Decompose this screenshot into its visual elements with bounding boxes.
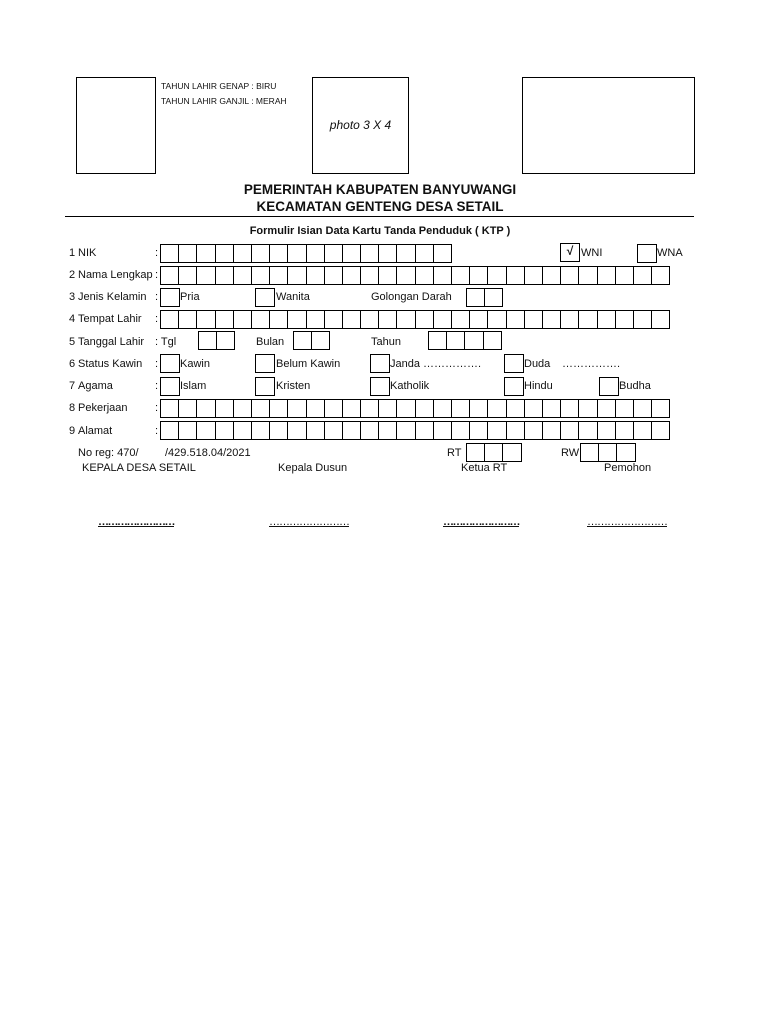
janda-checkbox[interactable]: [370, 354, 390, 373]
kawin-checkbox[interactable]: [160, 354, 180, 373]
photo-box-right: [522, 77, 695, 174]
input-cell[interactable]: [651, 421, 670, 440]
input-cell[interactable]: [178, 421, 197, 440]
kristen-checkbox[interactable]: [255, 377, 275, 396]
duda-checkbox[interactable]: [504, 354, 524, 373]
input-cell[interactable]: [396, 421, 415, 440]
janda-label: Janda …………….: [390, 358, 482, 370]
birth-year-even-note: TAHUN LAHIR GENAP : BIRU: [161, 81, 277, 91]
header-divider: [65, 216, 694, 217]
input-cell[interactable]: [466, 443, 485, 462]
input-cell[interactable]: [306, 399, 325, 418]
input-cell[interactable]: [506, 266, 525, 285]
input-cell[interactable]: [633, 399, 652, 418]
colon: :: [155, 402, 159, 414]
colon: :: [155, 358, 159, 370]
input-cell[interactable]: [578, 399, 597, 418]
rt-label: RT: [447, 447, 462, 459]
input-cell[interactable]: [615, 399, 634, 418]
signature-line-4: ……………………: [587, 516, 667, 528]
input-cell[interactable]: [269, 421, 288, 440]
input-cell[interactable]: [433, 399, 452, 418]
input-cell[interactable]: [633, 310, 652, 329]
input-cell[interactable]: [196, 266, 215, 285]
input-cell[interactable]: [487, 266, 506, 285]
input-cell[interactable]: [578, 266, 597, 285]
pria-label: Pria: [180, 291, 200, 303]
birth-year-odd-note: TAHUN LAHIR GANJIL : MERAH: [161, 96, 287, 106]
input-cell[interactable]: [524, 310, 543, 329]
input-cell[interactable]: [342, 266, 361, 285]
field-label-nik: NIK: [78, 247, 97, 259]
input-cell[interactable]: [198, 331, 217, 350]
input-cell[interactable]: [378, 399, 397, 418]
input-cell[interactable]: [433, 421, 452, 440]
input-cell[interactable]: [506, 310, 525, 329]
input-cell[interactable]: [633, 266, 652, 285]
hindu-label: Hindu: [524, 380, 553, 392]
input-cell[interactable]: [415, 310, 434, 329]
input-cell[interactable]: [287, 310, 306, 329]
input-cell[interactable]: [484, 288, 503, 307]
field-label-tanggal-lahir: Tanggal Lahir: [78, 336, 145, 348]
tahun-cells[interactable]: [428, 331, 502, 350]
katholik-label: Katholik: [390, 380, 430, 392]
input-cell[interactable]: [598, 443, 617, 462]
input-cell[interactable]: [196, 310, 215, 329]
input-cell[interactable]: [215, 421, 234, 440]
input-cell[interactable]: [324, 421, 343, 440]
input-cell[interactable]: [324, 244, 343, 263]
hindu-checkbox[interactable]: [504, 377, 524, 396]
input-cell[interactable]: [433, 310, 452, 329]
input-cell[interactable]: [251, 421, 270, 440]
input-cell[interactable]: [524, 399, 543, 418]
duda-label: Duda: [524, 358, 551, 370]
input-cell[interactable]: [287, 399, 306, 418]
colon: :: [155, 247, 159, 259]
input-cell[interactable]: [160, 244, 179, 263]
input-cell[interactable]: [483, 331, 502, 350]
input-cell[interactable]: [251, 244, 270, 263]
input-cell[interactable]: [215, 244, 234, 263]
input-cell[interactable]: [487, 310, 506, 329]
bulan-cells[interactable]: [293, 331, 330, 350]
input-cell[interactable]: [378, 244, 397, 263]
input-cell[interactable]: [324, 310, 343, 329]
input-cell[interactable]: [251, 310, 270, 329]
input-cell[interactable]: [502, 443, 521, 462]
rt-cells[interactable]: [466, 443, 522, 462]
input-cell[interactable]: [233, 266, 252, 285]
input-cell[interactable]: [324, 399, 343, 418]
input-cell[interactable]: [451, 310, 470, 329]
input-cell[interactable]: [160, 310, 179, 329]
tgl-label: : Tgl: [155, 336, 177, 348]
input-cell[interactable]: [233, 399, 252, 418]
input-cell[interactable]: [542, 310, 561, 329]
input-cell[interactable]: [360, 310, 379, 329]
input-cell[interactable]: [360, 421, 379, 440]
input-cell[interactable]: [560, 266, 579, 285]
input-cell[interactable]: [560, 421, 579, 440]
tgl-cells[interactable]: [198, 331, 235, 350]
colon: :: [155, 291, 159, 303]
signature-ketua-rt: Ketua RT: [461, 462, 508, 474]
input-cell[interactable]: [597, 310, 616, 329]
input-cell[interactable]: [524, 421, 543, 440]
input-cell[interactable]: [378, 421, 397, 440]
input-cell[interactable]: [269, 310, 288, 329]
input-cell[interactable]: [633, 421, 652, 440]
alamat-cells[interactable]: [160, 421, 670, 440]
input-cell[interactable]: [651, 310, 670, 329]
signature-line-2: ……………………: [269, 516, 349, 528]
photo-label: photo 3 X 4: [329, 118, 392, 132]
input-cell[interactable]: [415, 244, 434, 263]
input-cell[interactable]: [324, 266, 343, 285]
input-cell[interactable]: [469, 266, 488, 285]
input-cell[interactable]: [196, 399, 215, 418]
input-cell[interactable]: [233, 421, 252, 440]
islam-label: Islam: [180, 380, 207, 392]
input-cell[interactable]: [464, 331, 483, 350]
input-cell[interactable]: [306, 310, 325, 329]
input-cell[interactable]: [160, 421, 179, 440]
input-cell[interactable]: [215, 310, 234, 329]
input-cell[interactable]: [269, 266, 288, 285]
input-cell[interactable]: [469, 310, 488, 329]
input-cell[interactable]: [487, 399, 506, 418]
input-cell[interactable]: [506, 399, 525, 418]
input-cell[interactable]: [446, 331, 465, 350]
input-cell[interactable]: [306, 266, 325, 285]
input-cell[interactable]: [487, 421, 506, 440]
input-cell[interactable]: [251, 266, 270, 285]
input-cell[interactable]: [378, 310, 397, 329]
nik-input-cells[interactable]: [160, 244, 452, 263]
input-cell[interactable]: [542, 399, 561, 418]
input-cell[interactable]: [415, 399, 434, 418]
page-title: PEMERINTAH KABUPATEN BANYUWANGI: [243, 182, 517, 197]
input-cell[interactable]: [484, 443, 503, 462]
field-label-tempat-lahir: Tempat Lahir: [78, 313, 142, 325]
input-cell[interactable]: [616, 443, 635, 462]
input-cell[interactable]: [469, 399, 488, 418]
input-cell[interactable]: [615, 266, 634, 285]
islam-checkbox[interactable]: [160, 377, 180, 396]
rw-cells[interactable]: [580, 443, 636, 462]
input-cell[interactable]: [415, 266, 434, 285]
field-num-1: 1: [69, 247, 76, 259]
katholik-checkbox[interactable]: [370, 377, 390, 396]
input-cell[interactable]: [396, 244, 415, 263]
kawin-label: Kawin: [180, 358, 210, 370]
input-cell[interactable]: [597, 399, 616, 418]
colon: :: [155, 269, 159, 281]
colon: :: [155, 313, 159, 325]
field-label-agama: Agama: [78, 380, 113, 392]
input-cell[interactable]: [451, 399, 470, 418]
input-cell[interactable]: [306, 421, 325, 440]
input-cell[interactable]: [160, 399, 179, 418]
input-cell[interactable]: [342, 310, 361, 329]
input-cell[interactable]: [293, 331, 312, 350]
signature-line-1: ……………………: [98, 516, 174, 528]
wni-checkbox[interactable]: √: [560, 243, 580, 262]
input-cell[interactable]: [433, 266, 452, 285]
wni-label: WNI: [581, 247, 603, 259]
noreg-label: No reg: 470/: [78, 447, 139, 459]
pria-checkbox[interactable]: [160, 288, 180, 307]
input-cell[interactable]: [215, 399, 234, 418]
input-cell[interactable]: [396, 310, 415, 329]
input-cell[interactable]: [287, 266, 306, 285]
belum-kawin-label: Belum Kawin: [276, 358, 341, 370]
input-cell[interactable]: [469, 421, 488, 440]
field-num-2: 2: [69, 269, 76, 281]
signature-kepala-dusun: Kepala Dusun: [278, 462, 348, 474]
input-cell[interactable]: [360, 399, 379, 418]
input-cell[interactable]: [233, 310, 252, 329]
belum-kawin-checkbox[interactable]: [255, 354, 275, 373]
input-cell[interactable]: [178, 399, 197, 418]
nama-input-cells[interactable]: [160, 266, 670, 285]
input-cell[interactable]: [415, 421, 434, 440]
field-num-7: 7: [69, 380, 76, 392]
field-label-jenis-kelamin: Jenis Kelamin: [78, 291, 147, 303]
input-cell[interactable]: [578, 421, 597, 440]
input-cell[interactable]: [342, 399, 361, 418]
field-label-status-kawin: Status Kawin: [78, 358, 143, 370]
noreg-code: /429.518.04/2021: [165, 447, 251, 459]
input-cell[interactable]: [560, 399, 579, 418]
input-cell[interactable]: [342, 421, 361, 440]
form-title: Formulir Isian Data Kartu Tanda Penduduk ( KTP ): [249, 225, 511, 237]
input-cell[interactable]: [269, 399, 288, 418]
input-cell[interactable]: [428, 331, 447, 350]
input-cell[interactable]: [615, 421, 634, 440]
field-num-4: 4: [69, 313, 76, 325]
input-cell[interactable]: [178, 310, 197, 329]
input-cell[interactable]: [560, 310, 579, 329]
input-cell[interactable]: [216, 331, 235, 350]
input-cell[interactable]: [597, 266, 616, 285]
input-cell[interactable]: [269, 244, 288, 263]
field-num-5: 5: [69, 336, 76, 348]
input-cell[interactable]: [378, 266, 397, 285]
input-cell[interactable]: [451, 421, 470, 440]
field-num-3: 3: [69, 291, 76, 303]
budha-label: Budha: [619, 380, 651, 392]
golongan-darah-cells[interactable]: [466, 288, 503, 307]
input-cell[interactable]: [615, 310, 634, 329]
golongan-darah-label: Golongan Darah: [371, 291, 452, 303]
input-cell[interactable]: [360, 266, 379, 285]
rw-label: RW: [561, 447, 580, 459]
input-cell[interactable]: [597, 421, 616, 440]
input-cell[interactable]: [466, 288, 485, 307]
input-cell[interactable]: [360, 244, 379, 263]
input-cell[interactable]: [580, 443, 599, 462]
duda-dots: …………….: [562, 358, 621, 370]
pekerjaan-cells[interactable]: [160, 399, 670, 418]
input-cell[interactable]: [215, 266, 234, 285]
wanita-label: Wanita: [276, 291, 310, 303]
wanita-checkbox[interactable]: [255, 288, 275, 307]
signature-pemohon: Pemohon: [604, 462, 652, 474]
field-num-9: 9: [69, 425, 76, 437]
input-cell[interactable]: [233, 244, 252, 263]
input-cell[interactable]: [251, 399, 270, 418]
input-cell[interactable]: [396, 266, 415, 285]
input-cell[interactable]: [433, 244, 452, 263]
photo-box-left: [76, 77, 156, 174]
input-cell[interactable]: [542, 266, 561, 285]
field-label-alamat: Alamat: [78, 425, 113, 437]
bulan-label: Bulan: [256, 336, 285, 348]
input-cell[interactable]: [178, 244, 197, 263]
input-cell[interactable]: [578, 310, 597, 329]
input-cell[interactable]: [178, 266, 197, 285]
wna-label: WNA: [657, 247, 683, 259]
input-cell[interactable]: [311, 331, 330, 350]
input-cell[interactable]: [342, 244, 361, 263]
kristen-label: Kristen: [276, 380, 311, 392]
field-label-nama: Nama Lengkap: [78, 269, 153, 281]
colon: :: [155, 425, 159, 437]
field-num-6: 6: [69, 358, 76, 370]
input-cell[interactable]: [651, 399, 670, 418]
field-label-pekerjaan: Pekerjaan: [78, 402, 128, 414]
input-cell[interactable]: [287, 244, 306, 263]
input-cell[interactable]: [524, 266, 543, 285]
tahun-label: Tahun: [371, 336, 401, 348]
page-subtitle: KECAMATAN GENTENG DESA SETAIL: [256, 199, 504, 214]
tempat-lahir-cells[interactable]: [160, 310, 670, 329]
wna-checkbox[interactable]: [637, 244, 657, 263]
signature-line-3: ……………………: [443, 516, 519, 528]
input-cell[interactable]: [542, 421, 561, 440]
input-cell[interactable]: [196, 421, 215, 440]
colon: :: [155, 380, 159, 392]
input-cell[interactable]: [396, 399, 415, 418]
input-cell[interactable]: [306, 244, 325, 263]
input-cell[interactable]: [160, 266, 179, 285]
input-cell[interactable]: [451, 266, 470, 285]
input-cell[interactable]: [196, 244, 215, 263]
budha-checkbox[interactable]: [599, 377, 619, 396]
field-num-8: 8: [69, 402, 76, 414]
input-cell[interactable]: [506, 421, 525, 440]
signature-kepala-desa: KEPALA DESA SETAIL: [82, 462, 196, 474]
input-cell[interactable]: [651, 266, 670, 285]
photo-box-center: [312, 77, 409, 174]
input-cell[interactable]: [287, 421, 306, 440]
